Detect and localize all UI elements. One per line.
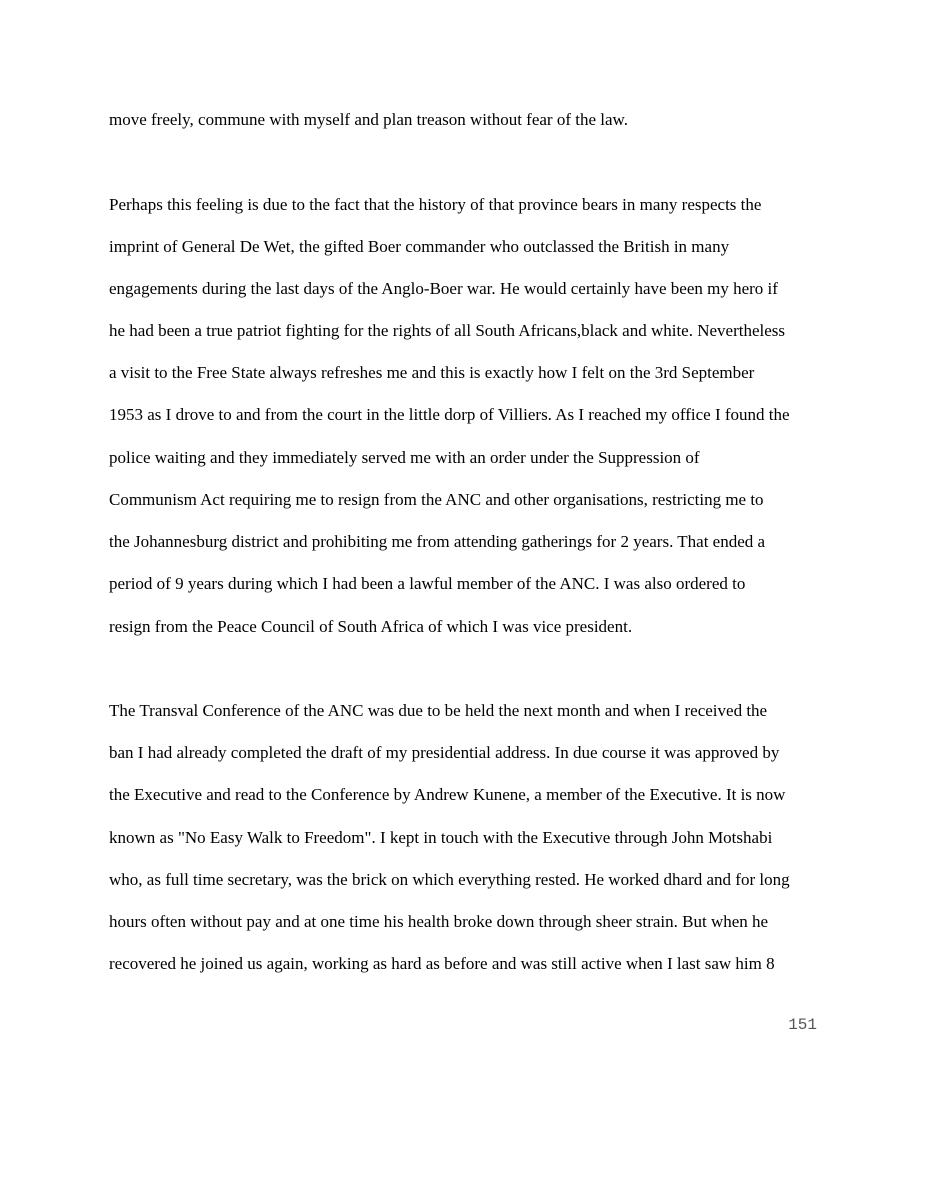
text-line: the Executive and read to the Conference by Andrew Kunene, a member of the Executive. It is now [109, 785, 786, 804]
text-line: The Transval Conference of the ANC was due to be held the next month and when I received the [109, 701, 768, 720]
text-line: engagements during the last days of the Anglo-Boer war. He would certainly have been my hero if [109, 279, 778, 298]
text-line: known as "No Easy Walk to Freedom". I kept in touch with the Executive through John Motshabi [109, 828, 773, 847]
text-line: imprint of General De Wet, the gifted Boer commander who outclassed the British in many [109, 237, 730, 256]
text-line: who, as full time secretary, was the brick on which everything rested. He worked dhard and for long [109, 870, 790, 889]
text-line: 1953 as I drove to and from the court in the little dorp of Villiers. As I reached my office I found the [109, 405, 790, 424]
text-line: period of 9 years during which I had been a lawful member of the ANC. I was also ordered to [109, 574, 746, 593]
text-line: hours often without pay and at one time his health broke down through sheer strain. But when he [109, 912, 769, 931]
text-line: move freely, commune with myself and plan treason without fear of the law. [109, 110, 628, 129]
text-line: resign from the Peace Council of South Africa of which I was vice president. [109, 617, 633, 636]
text-line: Communism Act requiring me to resign from the ANC and other organisations, restricting me to [109, 490, 764, 509]
text-line: ban I had already completed the draft of my presidential address. In due course it was approved by [109, 743, 780, 762]
text-line: he had been a true patriot fighting for the rights of all South Africans,black and white. Nevertheless [109, 321, 786, 340]
text-line: police waiting and they immediately served me with an order under the Suppression of [109, 448, 700, 467]
text-line: recovered he joined us again, working as hard as before and was still active when I last saw him 8 [109, 954, 775, 973]
text-line: Perhaps this feeling is due to the fact that the history of that province bears in many respects the [109, 195, 762, 214]
text-line: the Johannesburg district and prohibiting me from attending gatherings for 2 years. That ended a [109, 532, 766, 551]
text-line: a visit to the Free State always refreshes me and this is exactly how I felt on the 3rd September [109, 363, 755, 382]
page-number: 151 [788, 1016, 817, 1034]
